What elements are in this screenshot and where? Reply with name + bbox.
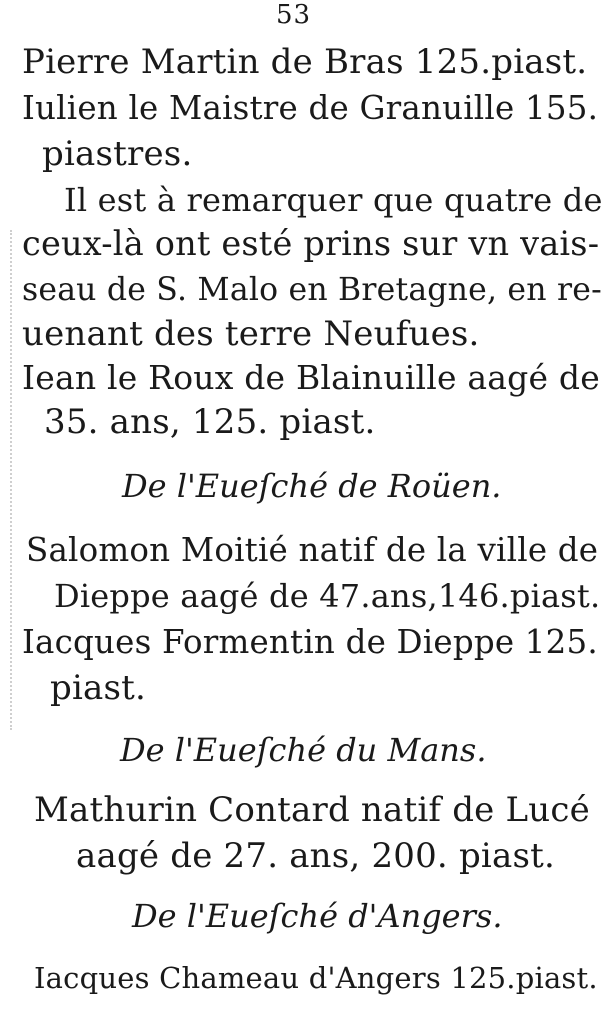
text-line: uenant des terre Neufues. xyxy=(22,314,480,354)
text-line: 35. ans, 125. piast. xyxy=(44,402,376,442)
text-line: Dieppe aagé de 47.ans,146.piast. xyxy=(54,577,601,615)
text-line: seau de S. Malo en Bretagne, en re- xyxy=(22,272,602,308)
text-line: Pierre Martin de Bras 125.piast. xyxy=(22,42,588,82)
text-line: Iean le Roux de Blainuille aagé de xyxy=(22,358,600,397)
text-line: Mathurin Contard natif de Lucé xyxy=(34,790,590,830)
text-line: aagé de 27. ans, 200. piast. xyxy=(76,836,555,876)
text-line: piast. xyxy=(50,668,147,708)
section-heading: De l'Eueſché du Mans. xyxy=(120,731,487,769)
section-heading: De l'Eueſché de Roüen. xyxy=(122,467,502,505)
text-line: piastres. xyxy=(42,134,193,174)
text-line: Iacques Chameau d'Angers 125.piast. xyxy=(34,961,598,995)
text-line: Il est à remarquer que quatre de xyxy=(64,181,603,219)
text-line: Iacques Formentin de Dieppe 125. xyxy=(22,623,598,661)
section-heading: De l'Eueſché d'Angers. xyxy=(132,897,503,935)
page-edge-mark xyxy=(10,230,18,730)
text-line: Salomon Moitié natif de la ville de xyxy=(26,531,599,569)
text-line: Iulien le Maistre de Granuille 155. xyxy=(22,89,599,127)
page-number: 53 xyxy=(276,0,312,30)
text-line: ceux-là ont esté prins sur vn vais- xyxy=(22,224,600,263)
